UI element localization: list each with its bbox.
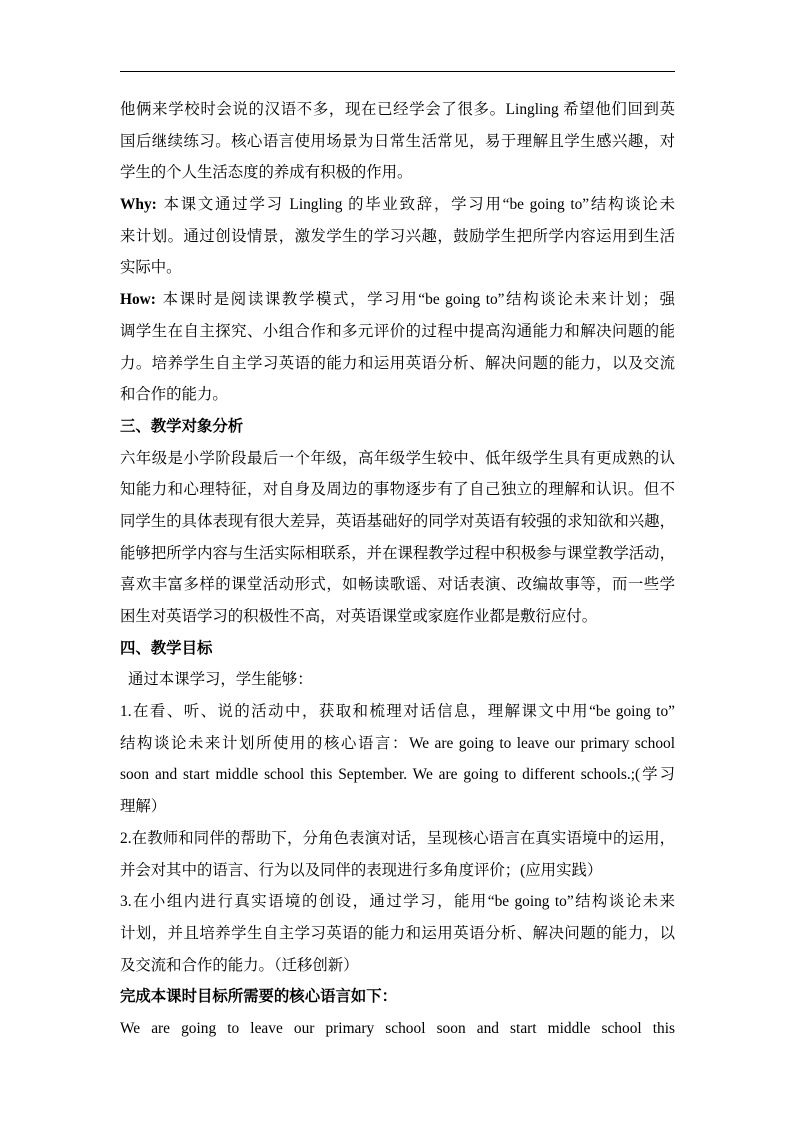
core-language-heading: 完成本课时目标所需要的核心语言如下： bbox=[120, 988, 398, 1006]
section-heading-objectives: 四、教学目标 bbox=[120, 639, 213, 657]
section-heading-learner-analysis: 三、教学对象分析 bbox=[120, 417, 244, 435]
learner-analysis-line: 喜欢丰富多样的课堂活动形式，如畅读歌谣、对话表演、改编故事等，而一些学 bbox=[120, 576, 675, 594]
learner-analysis-line: 知能力和心理特征，对自身及周边的事物逐步有了自己独立的理解和认识。但不 bbox=[120, 481, 675, 499]
learner-analysis-line: 同学生的具体表现有很大差异，英语基础好的同学对英语有较强的求知欲和兴趣， bbox=[120, 512, 675, 530]
objective-1-line: 结构谈论未来计划所使用的核心语言：We are going to leave our primary school bbox=[120, 734, 675, 752]
objectives-intro: 通过本课学习，学生能够： bbox=[128, 671, 313, 689]
learner-analysis-line: 困生对英语学习的积极性不高，对英语课堂或家庭作业都是敷衍应付。 bbox=[120, 608, 598, 625]
how-line: 调学生在自主探究、小组合作和多元评价的过程中提高沟通能力和解决问题的能 bbox=[120, 322, 675, 340]
why-line: 来计划。通过创设情景，激发学生的学习兴趣，鼓励学生把所学内容运用到生活 bbox=[120, 227, 675, 245]
how-line bbox=[120, 284, 675, 316]
why-text: 本课文通过学习 Lingling 的毕业致辞，学习用“be going to”结构谈论未 bbox=[161, 196, 675, 214]
how-text: 本课时是阅读课教学模式，学习用“be going to”结构谈论未来计划；强 bbox=[160, 291, 675, 309]
objective-3-line: 及交流和合作的能力。（迁移创新） bbox=[120, 956, 359, 974]
objective-2-line: 并会对其中的语言、行为以及同伴的表现进行多角度评价；(应用实践） bbox=[120, 861, 603, 879]
document-body bbox=[120, 94, 675, 1045]
core-language-line: We are going to leave our primary school soon and start middle school this bbox=[120, 1019, 675, 1037]
objective-1-line: 1.在看、听、说的活动中，获取和梳理对话信息，理解课文中用“be going to” bbox=[120, 703, 675, 721]
learner-analysis-line: 六年级是小学阶段最后一个年级，高年级学生较中、低年级学生具有更成熟的认 bbox=[120, 449, 675, 467]
header-rule bbox=[120, 71, 675, 72]
objective-1-line: soon and start middle school this September. We are going to different schools.;(学习 bbox=[120, 766, 675, 784]
objective-3-line: 3.在小组内进行真实语境的创设，通过学习，能用“be going to”结构谈论未来 bbox=[120, 893, 675, 911]
why-line: 实际中。 bbox=[120, 259, 182, 277]
objective-2-line: 2.在教师和同伴的帮助下，分角色表演对话，呈现核心语言在真实语境中的运用， bbox=[120, 829, 675, 847]
objective-3-line: 计划，并且培养学生自主学习英语的能力和运用英语分析、解决问题的能力，以 bbox=[120, 924, 675, 942]
intro-line: 学生的个人生活态度的养成有积极的作用。 bbox=[120, 164, 413, 182]
why-label: Why: bbox=[120, 196, 157, 214]
learner-analysis-line: 能够把所学内容与生活实际相联系，并在课程教学过程中积极参与课堂教学活动， bbox=[120, 544, 675, 562]
how-line: 和合作的能力。 bbox=[120, 386, 228, 404]
how-line: 力。培养学生自主学习英语的能力和运用英语分析、解决问题的能力，以及交流 bbox=[120, 354, 675, 372]
how-label: How: bbox=[120, 291, 156, 309]
objective-1-line: 理解） bbox=[120, 798, 167, 816]
intro-line: 国后继续练习。核心语言使用场景为日常生活常见，易于理解且学生感兴趣，对 bbox=[120, 132, 675, 150]
why-line bbox=[120, 189, 675, 221]
intro-line: 他俩来学校时会说的汉语不多，现在已经学会了很多。Lingling 希望他们回到英 bbox=[120, 101, 675, 118]
